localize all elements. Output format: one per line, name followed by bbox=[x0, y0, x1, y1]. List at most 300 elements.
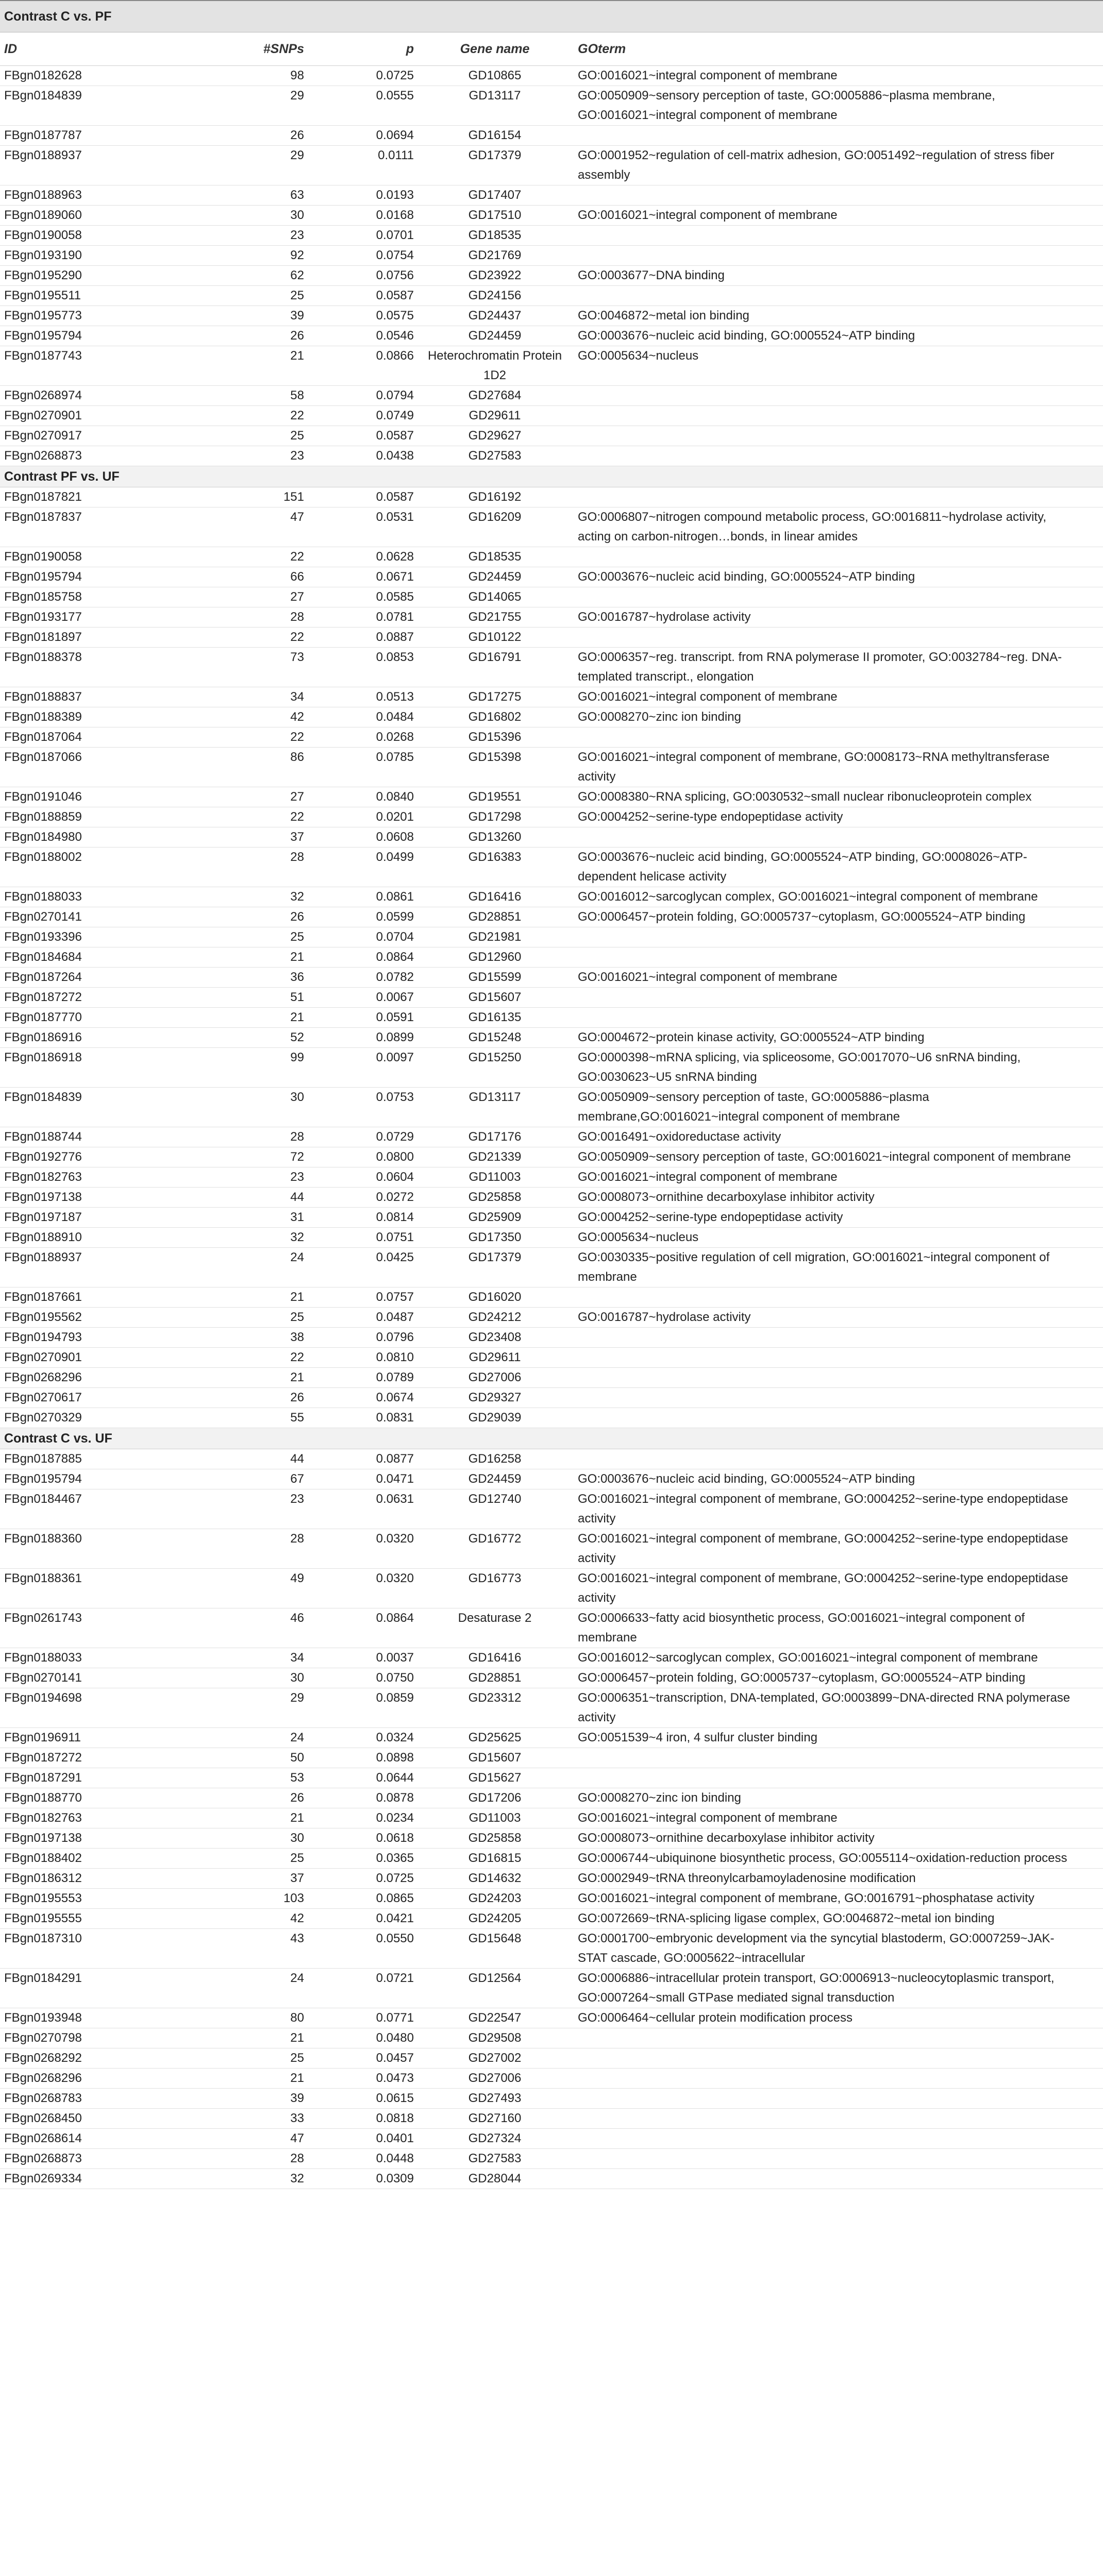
cell-gene-name: GD16772 bbox=[468, 1532, 522, 1546]
cell-snps: 28 bbox=[290, 1130, 304, 1144]
table-row bbox=[0, 346, 1103, 386]
cell-snps: 21 bbox=[290, 349, 304, 363]
table-row bbox=[0, 1808, 1103, 1828]
cell-id: FBgn0195562 bbox=[4, 1310, 82, 1324]
table-row bbox=[0, 507, 1103, 547]
cell-goterm: GO:0004252~serine-type endopeptidase activity bbox=[578, 810, 843, 824]
cell-snps: 24 bbox=[290, 1250, 304, 1264]
cell-snps: 22 bbox=[290, 810, 304, 824]
cell-p-value: 0.0201 bbox=[376, 810, 414, 824]
table-row bbox=[0, 2109, 1103, 2129]
cell-snps: 72 bbox=[290, 1150, 304, 1164]
table-row bbox=[0, 1569, 1103, 1608]
table-row bbox=[0, 547, 1103, 567]
cell-gene-name: GD17407 bbox=[468, 188, 522, 202]
cell-p-value: 0.0591 bbox=[376, 1010, 414, 1024]
cell-id: FBgn0195794 bbox=[4, 329, 82, 343]
cell-id: FBgn0187291 bbox=[4, 1771, 82, 1785]
cell-id: FBgn0187787 bbox=[4, 128, 82, 142]
cell-p-value: 0.0861 bbox=[376, 890, 414, 904]
table-row bbox=[0, 306, 1103, 326]
cell-id: FBgn0270617 bbox=[4, 1391, 82, 1404]
table-row bbox=[0, 1348, 1103, 1368]
cell-gene-name: GD24437 bbox=[468, 309, 522, 323]
cell-gene-name: GD24205 bbox=[468, 1911, 522, 1925]
cell-p-value: 0.0878 bbox=[376, 1791, 414, 1805]
cell-snps: 31 bbox=[290, 1210, 304, 1224]
cell-p-value: 0.0448 bbox=[376, 2151, 414, 2165]
cell-p-value: 0.0168 bbox=[376, 208, 414, 222]
cell-goterm: GO:0006744~ubiquinone biosynthetic process, GO:0055114~oxidation-reduction process bbox=[578, 1851, 1067, 1865]
table-row bbox=[0, 1008, 1103, 1028]
cell-gene-name: GD21769 bbox=[468, 248, 522, 262]
cell-goterm: GO:0003676~nucleic acid binding, GO:0005524~ATP binding bbox=[578, 570, 915, 584]
cell-snps: 22 bbox=[290, 409, 304, 422]
cell-goterm: GO:0008270~zinc ion binding bbox=[578, 710, 741, 724]
cell-gene-name: GD27493 bbox=[468, 2091, 522, 2105]
cell-snps: 25 bbox=[290, 930, 304, 944]
cell-p-value: 0.0757 bbox=[376, 1290, 414, 1304]
table-row bbox=[0, 648, 1103, 687]
cell-gene-name: GD27002 bbox=[468, 2051, 522, 2065]
cell-gene-name: GD16135 bbox=[468, 1010, 522, 1024]
section-title: Contrast PF vs. UF bbox=[4, 469, 120, 484]
cell-p-value: 0.0771 bbox=[376, 2011, 414, 2025]
cell-goterm: GO:0006357~reg. transcript. from RNA polymerase II promoter, GO:0032784~reg. DNA-templated transcript., elongation bbox=[578, 650, 1062, 684]
table-row bbox=[0, 126, 1103, 146]
cell-goterm: GO:0016021~integral component of membrane bbox=[578, 970, 838, 984]
cell-gene-name: GD15398 bbox=[468, 750, 522, 764]
table-row bbox=[0, 1768, 1103, 1788]
cell-id: FBgn0188360 bbox=[4, 1532, 82, 1546]
cell-p-value: 0.0401 bbox=[376, 2131, 414, 2145]
table-row bbox=[0, 1167, 1103, 1188]
cell-goterm: GO:0006457~protein folding, GO:0005737~cytoplasm, GO:0005524~ATP binding bbox=[578, 910, 1026, 924]
cell-id: FBgn0195773 bbox=[4, 309, 82, 323]
cell-goterm: GO:0016021~integral component of membrane, GO:0004252~serine-type endopeptidase activity bbox=[578, 1571, 1068, 1605]
table-row bbox=[0, 406, 1103, 426]
cell-id: FBgn0195511 bbox=[4, 289, 81, 302]
cell-snps: 103 bbox=[283, 1891, 304, 1905]
cell-goterm: GO:0016021~integral component of membrane bbox=[578, 1170, 838, 1184]
cell-id: FBgn0188389 bbox=[4, 710, 82, 724]
cell-snps: 22 bbox=[290, 1350, 304, 1364]
cell-goterm: GO:0006633~fatty acid biosynthetic process, GO:0016021~integral component of membrane bbox=[578, 1611, 1025, 1645]
cell-gene-name: GD28044 bbox=[468, 2172, 522, 2185]
table-row bbox=[0, 988, 1103, 1008]
cell-p-value: 0.0725 bbox=[376, 1871, 414, 1885]
cell-gene-name: GD27006 bbox=[468, 1370, 522, 1384]
cell-snps: 25 bbox=[290, 2051, 304, 2065]
table-row bbox=[0, 587, 1103, 607]
cell-snps: 29 bbox=[290, 89, 304, 103]
cell-id: FBgn0187837 bbox=[4, 510, 82, 524]
cell-id: FBgn0195794 bbox=[4, 570, 82, 584]
table-row bbox=[0, 947, 1103, 968]
cell-gene-name: GD23312 bbox=[468, 1691, 522, 1705]
table-row bbox=[0, 386, 1103, 406]
column-header-row bbox=[0, 32, 1103, 66]
table-row bbox=[0, 1688, 1103, 1728]
cell-gene-name: GD21339 bbox=[468, 1150, 522, 1164]
cell-gene-name: GD13117 bbox=[469, 89, 521, 103]
cell-gene-name: GD16791 bbox=[468, 650, 522, 664]
cell-p-value: 0.0864 bbox=[376, 1611, 414, 1625]
cell-snps: 23 bbox=[290, 1170, 304, 1184]
cell-id: FBgn0188002 bbox=[4, 850, 82, 864]
cell-id: FBgn0270329 bbox=[4, 1411, 82, 1425]
cell-gene-name: GD15599 bbox=[468, 970, 522, 984]
cell-id: FBgn0188859 bbox=[4, 810, 82, 824]
cell-id: FBgn0184839 bbox=[4, 1090, 82, 1104]
table-row bbox=[0, 1328, 1103, 1348]
cell-gene-name: GD15627 bbox=[468, 1771, 522, 1785]
cell-p-value: 0.0781 bbox=[376, 610, 414, 624]
cell-p-value: 0.0615 bbox=[376, 2091, 414, 2105]
cell-snps: 28 bbox=[290, 2151, 304, 2165]
cell-gene-name: GD17298 bbox=[468, 810, 522, 824]
cell-id: FBgn0193948 bbox=[4, 2011, 82, 2025]
cell-snps: 23 bbox=[290, 1492, 304, 1506]
table-row bbox=[0, 1287, 1103, 1308]
cell-id: FBgn0195553 bbox=[4, 1891, 82, 1905]
cell-gene-name: GD14632 bbox=[468, 1871, 522, 1885]
table-row bbox=[0, 2069, 1103, 2089]
cell-id: FBgn0270901 bbox=[4, 1350, 82, 1364]
cell-gene-name: GD16773 bbox=[468, 1571, 522, 1585]
table-row bbox=[0, 848, 1103, 887]
cell-snps: 23 bbox=[290, 228, 304, 242]
cell-goterm: GO:0001952~regulation of cell-matrix adhesion, GO:0051492~regulation of stress fiber assembly bbox=[578, 148, 1055, 182]
cell-snps: 22 bbox=[290, 730, 304, 744]
cell-gene-name: GD15648 bbox=[468, 1931, 522, 1945]
cell-gene-name: GD24459 bbox=[468, 1472, 522, 1486]
cell-gene-name: GD29508 bbox=[468, 2031, 522, 2045]
cell-goterm: GO:0016021~integral component of membrane bbox=[578, 69, 838, 82]
table-row bbox=[0, 426, 1103, 446]
cell-snps: 32 bbox=[290, 1230, 304, 1244]
cell-snps: 30 bbox=[290, 1671, 304, 1685]
table-row bbox=[0, 1608, 1103, 1648]
table-row bbox=[0, 2048, 1103, 2069]
cell-gene-name: GD15248 bbox=[468, 1030, 522, 1044]
cell-gene-name: GD27684 bbox=[468, 388, 522, 402]
cell-snps: 27 bbox=[290, 790, 304, 804]
cell-goterm: GO:0016021~integral component of membrane, GO:0016791~phosphatase activity bbox=[578, 1891, 1034, 1905]
cell-p-value: 0.0587 bbox=[376, 289, 414, 302]
cell-id: FBgn0268450 bbox=[4, 2111, 82, 2125]
cell-id: FBgn0189060 bbox=[4, 208, 82, 222]
cell-p-value: 0.0365 bbox=[376, 1851, 414, 1865]
cell-id: FBgn0185758 bbox=[4, 590, 82, 604]
cell-p-value: 0.0865 bbox=[376, 1891, 414, 1905]
cell-goterm: GO:0016021~integral component of membrane, GO:0004252~serine-type endopeptidase activity bbox=[578, 1492, 1068, 1526]
cell-goterm: GO:0046872~metal ion binding bbox=[578, 309, 749, 323]
cell-goterm: GO:0016021~integral component of membrane bbox=[578, 208, 838, 222]
cell-snps: 58 bbox=[290, 388, 304, 402]
cell-p-value: 0.0499 bbox=[376, 850, 414, 864]
cell-snps: 26 bbox=[290, 1791, 304, 1805]
cell-id: FBgn0190058 bbox=[4, 550, 82, 564]
cell-snps: 53 bbox=[290, 1771, 304, 1785]
cell-p-value: 0.0887 bbox=[376, 630, 414, 644]
table-row bbox=[0, 887, 1103, 907]
cell-p-value: 0.0618 bbox=[376, 1831, 414, 1845]
table-row bbox=[0, 2149, 1103, 2169]
cell-goterm: GO:0050909~sensory perception of taste, GO:0005886~plasma membrane, GO:0016021~integral component of membrane bbox=[578, 89, 995, 122]
cell-p-value: 0.0320 bbox=[376, 1532, 414, 1546]
cell-id: FBgn0190058 bbox=[4, 228, 82, 242]
cell-gene-name: GD23922 bbox=[468, 268, 522, 282]
cell-snps: 30 bbox=[290, 1090, 304, 1104]
cell-goterm: GO:0002949~tRNA threonylcarbamoyladenosine modification bbox=[578, 1871, 916, 1885]
cell-gene-name: GD19551 bbox=[468, 790, 522, 804]
cell-p-value: 0.0796 bbox=[376, 1330, 414, 1344]
cell-id: FBgn0268614 bbox=[4, 2131, 82, 2145]
cell-gene-name: GD29327 bbox=[468, 1391, 522, 1404]
cell-snps: 33 bbox=[290, 2111, 304, 2125]
cell-snps: 27 bbox=[290, 590, 304, 604]
cell-snps: 47 bbox=[290, 2131, 304, 2145]
table-row bbox=[0, 2089, 1103, 2109]
cell-gene-name: GD27324 bbox=[468, 2131, 522, 2145]
cell-p-value: 0.0531 bbox=[376, 510, 414, 524]
cell-gene-name: GD25909 bbox=[468, 1210, 522, 1224]
cell-gene-name: GD16020 bbox=[468, 1290, 522, 1304]
cell-id: FBgn0184291 bbox=[4, 1971, 82, 1985]
cell-gene-name: GD12564 bbox=[468, 1971, 522, 1985]
table-row bbox=[0, 246, 1103, 266]
cell-id: FBgn0187743 bbox=[4, 349, 82, 363]
table-row bbox=[0, 1408, 1103, 1428]
cell-gene-name: GD15396 bbox=[468, 730, 522, 744]
cell-gene-name: GD16416 bbox=[468, 890, 522, 904]
cell-gene-name: GD17176 bbox=[468, 1130, 522, 1144]
cell-id: FBgn0188837 bbox=[4, 690, 82, 704]
cell-p-value: 0.0671 bbox=[376, 570, 414, 584]
column-header-id: ID bbox=[4, 41, 17, 56]
cell-gene-name: GD24212 bbox=[468, 1310, 522, 1324]
cell-gene-name: GD25625 bbox=[468, 1731, 522, 1744]
table-row bbox=[0, 1788, 1103, 1808]
cell-p-value: 0.0899 bbox=[376, 1030, 414, 1044]
cell-p-value: 0.0721 bbox=[376, 1971, 414, 1985]
cell-p-value: 0.0729 bbox=[376, 1130, 414, 1144]
cell-p-value: 0.0037 bbox=[376, 1651, 414, 1665]
cell-id: FBgn0187770 bbox=[4, 1010, 82, 1024]
cell-p-value: 0.0473 bbox=[376, 2071, 414, 2085]
cell-p-value: 0.0751 bbox=[376, 1230, 414, 1244]
cell-p-value: 0.0575 bbox=[376, 309, 414, 323]
table-row bbox=[0, 326, 1103, 346]
table-row bbox=[0, 2129, 1103, 2149]
cell-gene-name: GD16802 bbox=[468, 710, 522, 724]
cell-p-value: 0.0608 bbox=[376, 830, 414, 844]
cell-p-value: 0.0480 bbox=[376, 2031, 414, 2045]
cell-goterm: GO:0006886~intracellular protein transport, GO:0006913~nucleocytoplasmic transport, GO:0007264~small GTPase mediated signal transduction bbox=[578, 1971, 1055, 2005]
cell-goterm: GO:0003676~nucleic acid binding, GO:0005524~ATP binding, GO:0008026~ATP-dependent helicase activity bbox=[578, 850, 1027, 884]
cell-gene-name: Heterochromatin Protein 1D2 bbox=[427, 349, 562, 382]
cell-goterm: GO:0006807~nitrogen compound metabolic process, GO:0016811~hydrolase activity, acting on carbon-nitrogen…bonds, in linear amides bbox=[578, 510, 1046, 544]
cell-gene-name: GD25858 bbox=[468, 1190, 522, 1204]
cell-gene-name: GD16154 bbox=[468, 128, 522, 142]
table-row bbox=[0, 206, 1103, 226]
table-row bbox=[0, 226, 1103, 246]
cell-gene-name: GD16416 bbox=[468, 1651, 522, 1665]
cell-snps: 37 bbox=[290, 1871, 304, 1885]
table-row bbox=[0, 1228, 1103, 1248]
cell-gene-name: GD22547 bbox=[468, 2011, 522, 2025]
cell-id: FBgn0184839 bbox=[4, 89, 82, 103]
cell-gene-name: GD13117 bbox=[469, 1090, 521, 1104]
cell-id: FBgn0193190 bbox=[4, 248, 82, 262]
cell-p-value: 0.0785 bbox=[376, 750, 414, 764]
table-row bbox=[0, 266, 1103, 286]
cell-id: FBgn0197187 bbox=[4, 1210, 82, 1224]
cell-id: FBgn0187661 bbox=[4, 1290, 82, 1304]
cell-id: FBgn0181897 bbox=[4, 630, 82, 644]
cell-id: FBgn0193177 bbox=[4, 610, 82, 624]
cell-goterm: GO:0016021~integral component of membrane bbox=[578, 1811, 838, 1825]
cell-id: FBgn0188033 bbox=[4, 890, 82, 904]
table-row bbox=[0, 1929, 1103, 1969]
cell-p-value: 0.0309 bbox=[376, 2172, 414, 2185]
cell-p-value: 0.0550 bbox=[376, 1931, 414, 1945]
cell-snps: 37 bbox=[290, 830, 304, 844]
cell-p-value: 0.0749 bbox=[376, 409, 414, 422]
cell-id: FBgn0195290 bbox=[4, 268, 82, 282]
cell-snps: 63 bbox=[290, 188, 304, 202]
table-row bbox=[0, 185, 1103, 206]
cell-snps: 67 bbox=[290, 1472, 304, 1486]
cell-id: FBgn0268974 bbox=[4, 388, 82, 402]
cell-gene-name: GD11003 bbox=[469, 1811, 521, 1825]
cell-p-value: 0.0628 bbox=[376, 550, 414, 564]
section-title: Contrast C vs. UF bbox=[4, 1431, 112, 1446]
cell-goterm: GO:0050909~sensory perception of taste, GO:0005886~plasma membrane,GO:0016021~integral component of membrane bbox=[578, 1090, 929, 1124]
table-row bbox=[0, 1469, 1103, 1489]
cell-goterm: GO:0003676~nucleic acid binding, GO:0005524~ATP binding bbox=[578, 1472, 915, 1486]
cell-id: FBgn0187272 bbox=[4, 990, 82, 1004]
cell-id: FBgn0196911 bbox=[4, 1731, 81, 1744]
cell-id: FBgn0195794 bbox=[4, 1472, 82, 1486]
table-row bbox=[0, 748, 1103, 787]
table-row bbox=[0, 86, 1103, 126]
cell-snps: 25 bbox=[290, 429, 304, 443]
cell-gene-name: Desaturase 2 bbox=[458, 1611, 532, 1625]
cell-p-value: 0.0859 bbox=[376, 1691, 414, 1705]
cell-snps: 21 bbox=[290, 950, 304, 964]
cell-goterm: GO:0051539~4 iron, 4 sulfur cluster binding bbox=[578, 1731, 817, 1744]
cell-p-value: 0.0756 bbox=[376, 268, 414, 282]
cell-gene-name: GD21755 bbox=[468, 610, 522, 624]
table-row bbox=[0, 1088, 1103, 1127]
table-row bbox=[0, 2008, 1103, 2028]
cell-snps: 39 bbox=[290, 309, 304, 323]
cell-p-value: 0.0604 bbox=[376, 1170, 414, 1184]
cell-p-value: 0.0234 bbox=[376, 1811, 414, 1825]
cell-p-value: 0.0818 bbox=[376, 2111, 414, 2125]
cell-goterm: GO:0000398~mRNA splicing, via spliceosome, GO:0017070~U6 snRNA binding, GO:0030623~U5 snRNA binding bbox=[578, 1050, 1021, 1084]
cell-goterm: GO:0008270~zinc ion binding bbox=[578, 1791, 741, 1805]
table-row bbox=[0, 1188, 1103, 1208]
cell-snps: 80 bbox=[290, 2011, 304, 2025]
cell-p-value: 0.0425 bbox=[376, 1250, 414, 1264]
cell-gene-name: GD16383 bbox=[468, 850, 522, 864]
cell-p-value: 0.0513 bbox=[376, 690, 414, 704]
cell-snps: 22 bbox=[290, 550, 304, 564]
cell-id: FBgn0188963 bbox=[4, 188, 82, 202]
cell-id: FBgn0270141 bbox=[4, 1671, 82, 1685]
cell-gene-name: GD17510 bbox=[468, 208, 522, 222]
cell-gene-name: GD13260 bbox=[468, 830, 522, 844]
cell-gene-name: GD18535 bbox=[468, 550, 522, 564]
cell-snps: 50 bbox=[290, 1751, 304, 1765]
cell-snps: 25 bbox=[290, 1310, 304, 1324]
cell-snps: 21 bbox=[290, 1811, 304, 1825]
cell-id: FBgn0188937 bbox=[4, 1250, 82, 1264]
table-title: Contrast C vs. PF bbox=[0, 0, 1103, 32]
cell-snps: 32 bbox=[290, 890, 304, 904]
cell-gene-name: GD28851 bbox=[468, 1671, 522, 1685]
cell-gene-name: GD27006 bbox=[468, 2071, 522, 2085]
table-row bbox=[0, 1849, 1103, 1869]
table-row bbox=[0, 807, 1103, 827]
cell-gene-name: GD29627 bbox=[468, 429, 522, 443]
cell-id: FBgn0186918 bbox=[4, 1050, 82, 1064]
cell-gene-name: GD27160 bbox=[468, 2111, 522, 2125]
cell-snps: 29 bbox=[290, 1691, 304, 1705]
table-row bbox=[0, 1748, 1103, 1768]
table-row bbox=[0, 567, 1103, 587]
cell-id: FBgn0270901 bbox=[4, 409, 82, 422]
cell-snps: 73 bbox=[290, 650, 304, 664]
table-row bbox=[0, 1969, 1103, 2008]
cell-goterm: GO:0008073~ornithine decarboxylase inhibitor activity bbox=[578, 1190, 875, 1204]
cell-id: FBgn0268873 bbox=[4, 449, 82, 463]
cell-snps: 44 bbox=[290, 1190, 304, 1204]
cell-gene-name: GD15250 bbox=[468, 1050, 522, 1064]
cell-goterm: GO:0006464~cellular protein modification process bbox=[578, 2011, 853, 2025]
cell-id: FBgn0268783 bbox=[4, 2091, 82, 2105]
cell-p-value: 0.0587 bbox=[376, 490, 414, 504]
cell-snps: 34 bbox=[290, 690, 304, 704]
table-row bbox=[0, 707, 1103, 727]
cell-gene-name: GD24156 bbox=[468, 289, 522, 302]
cell-gene-name: GD29039 bbox=[468, 1411, 522, 1425]
table-row bbox=[0, 1147, 1103, 1167]
cell-p-value: 0.0866 bbox=[376, 349, 414, 363]
table-row bbox=[0, 1728, 1103, 1748]
cell-goterm: GO:0016787~hydrolase activity bbox=[578, 610, 751, 624]
cell-id: FBgn0268296 bbox=[4, 1370, 82, 1384]
cell-gene-name: GD14065 bbox=[468, 590, 522, 604]
cell-p-value: 0.0324 bbox=[376, 1731, 414, 1744]
cell-gene-name: GD17379 bbox=[468, 148, 522, 162]
cell-id: FBgn0188402 bbox=[4, 1851, 82, 1865]
cell-p-value: 0.0789 bbox=[376, 1370, 414, 1384]
cell-snps: 29 bbox=[290, 148, 304, 162]
cell-snps: 26 bbox=[290, 1391, 304, 1404]
cell-p-value: 0.0810 bbox=[376, 1350, 414, 1364]
cell-snps: 32 bbox=[290, 2172, 304, 2185]
cell-id: FBgn0261743 bbox=[4, 1611, 82, 1625]
cell-gene-name: GD12960 bbox=[468, 950, 522, 964]
cell-id: FBgn0192776 bbox=[4, 1150, 82, 1164]
cell-p-value: 0.0097 bbox=[376, 1050, 414, 1064]
cell-snps: 28 bbox=[290, 850, 304, 864]
cell-goterm: GO:0008380~RNA splicing, GO:0030532~small nuclear ribonucleoprotein complex bbox=[578, 790, 1032, 804]
